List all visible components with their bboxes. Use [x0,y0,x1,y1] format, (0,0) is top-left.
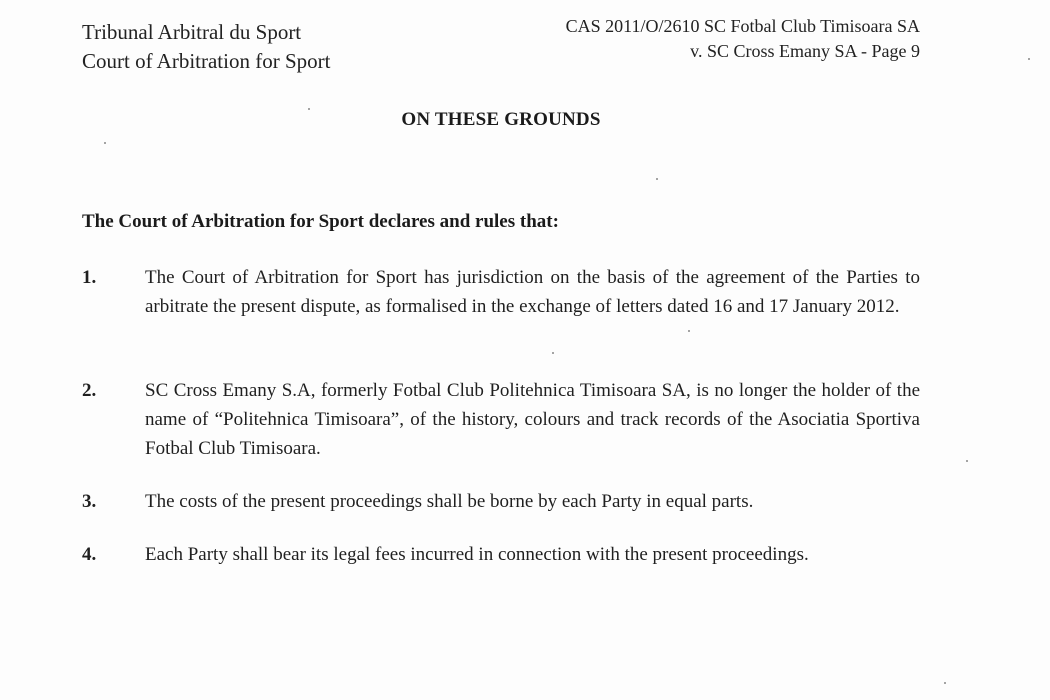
tribunal-name-french: Tribunal Arbitral du Sport [82,20,302,44]
ruling-item-text: SC Cross Emany S.A, formerly Fotbal Club Politehnica Timisoara SA, is no longer the holder of the name of “Politehnica Timisoara”, of the history, colours and track records of the Asociatia Sportiva Fotbal Club Timisoara. [145,380,920,459]
scan-speck [656,178,658,180]
section-title: ON THESE GROUNDS [401,109,601,130]
scan-speck [688,330,690,332]
case-reference-line2: v. SC Cross Emany SA - Page 9 [690,41,920,61]
ruling-item-number: 1. [82,267,97,288]
case-reference-line1: CAS 2011/O/2610 SC Fotbal Club Timisoara SA [565,16,920,36]
tribunal-header [82,18,330,76]
ruling-item [82,376,920,463]
ruling-item-number: 4. [82,544,97,565]
scan-speck [104,142,106,144]
scan-speck [944,682,946,684]
scan-speck [552,352,554,354]
ruling-intro: The Court of Arbitration for Sport declares and rules that: [82,211,559,232]
scan-speck [966,460,968,462]
ruling-item [82,540,920,569]
ruling-item [82,487,920,516]
ruling-item [82,263,920,321]
scan-speck [308,108,310,110]
ruling-item-text: The Court of Arbitration for Sport has jurisdiction on the basis of the agreement of the Parties to arbitrate the present dispute, as formalised in the exchange of letters dated 16 and 17 January 2012. [145,267,920,317]
case-reference-header [566,14,920,64]
ruling-item-text: The costs of the present proceedings shall be borne by each Party in equal parts. [145,491,754,512]
scan-speck [1028,58,1030,60]
tribunal-name-english: Court of Arbitration for Sport [82,49,331,73]
ruling-item-number: 2. [82,380,97,401]
ruling-item-number: 3. [82,491,97,512]
ruling-item-text: Each Party shall bear its legal fees incurred in connection with the present proceedings. [145,544,809,565]
